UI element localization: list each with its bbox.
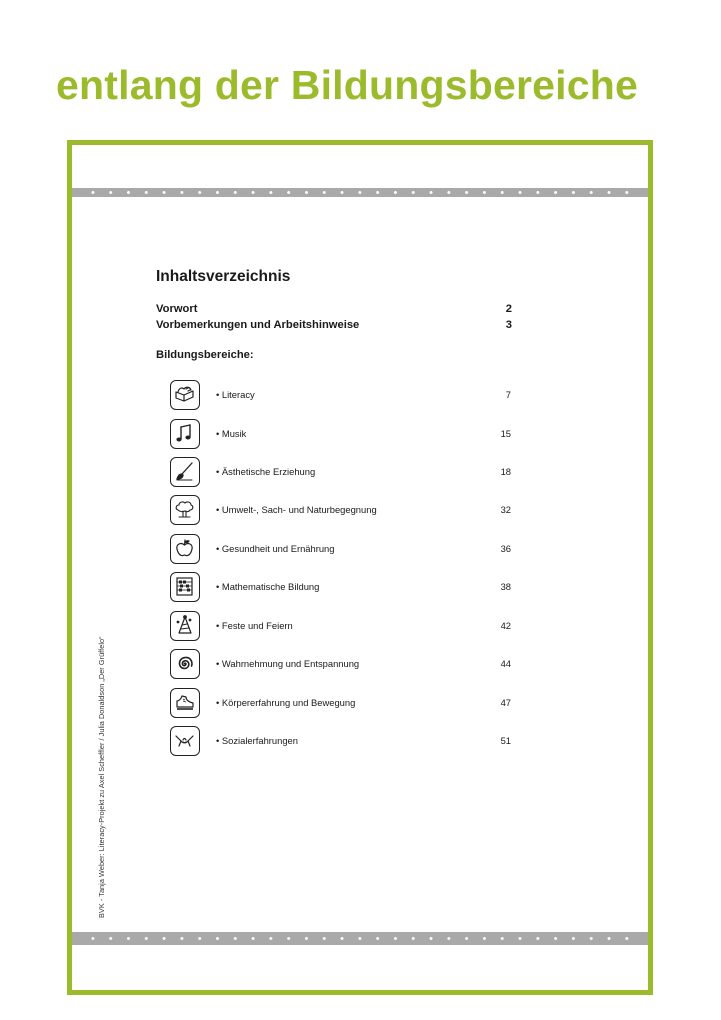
entry-label: • Mathematische Bildung bbox=[216, 581, 320, 592]
holding-hands-icon bbox=[170, 726, 200, 756]
section-title: Bildungsbereiche: bbox=[156, 349, 254, 361]
toc-main-label: Vorbemerkungen und Arbeitshinweise bbox=[156, 319, 360, 331]
entry-page: 44 bbox=[500, 658, 511, 669]
toc-entry[interactable] bbox=[170, 419, 511, 451]
toc-entry[interactable] bbox=[170, 611, 511, 643]
toc-entry[interactable] bbox=[170, 380, 511, 412]
sneaker-icon bbox=[170, 688, 200, 718]
music-note-icon bbox=[170, 419, 200, 449]
content-frame bbox=[67, 140, 653, 995]
toc-main-item[interactable] bbox=[156, 303, 512, 315]
copyright-sidebar-note: BVK - Tanja Weber: Literacy-Projekt zu Axel Scheffler / Julia Donaldson „Der Grüffelo“ bbox=[97, 636, 106, 918]
page-headline: entlang der Bildungsbereiche bbox=[56, 62, 638, 108]
entry-label: • Sozialerfahrungen bbox=[216, 735, 298, 746]
toc-entry[interactable] bbox=[170, 495, 511, 527]
entry-label: • Feste und Feiern bbox=[216, 620, 293, 631]
entry-label: • Literacy bbox=[216, 389, 255, 400]
bottom-dotted-band bbox=[72, 932, 648, 945]
entry-label: • Musik bbox=[216, 428, 247, 439]
abacus-icon bbox=[170, 572, 200, 602]
toc-entry[interactable] bbox=[170, 534, 511, 566]
toc-title: Inhaltsverzeichnis bbox=[156, 268, 291, 285]
apple-icon bbox=[170, 534, 200, 564]
entry-label: • Ästhetische Erziehung bbox=[216, 466, 316, 477]
entry-page: 38 bbox=[500, 581, 511, 592]
toc-entry[interactable] bbox=[170, 726, 511, 758]
toc-entry[interactable] bbox=[170, 572, 511, 604]
entry-label: • Wahrnehmung und Entspannung bbox=[216, 658, 360, 669]
paintbrush-icon bbox=[170, 457, 200, 487]
book-icon bbox=[170, 380, 200, 410]
entry-page: 7 bbox=[505, 389, 511, 400]
entry-page: 32 bbox=[500, 504, 511, 515]
entry-page: 42 bbox=[500, 620, 511, 631]
toc-entry[interactable] bbox=[170, 457, 511, 489]
spiral-icon bbox=[170, 649, 200, 679]
toc-entry[interactable] bbox=[170, 688, 511, 720]
toc-main-page: 3 bbox=[505, 319, 512, 331]
toc-main-label: Vorwort bbox=[156, 303, 198, 315]
entry-page: 47 bbox=[500, 697, 511, 708]
entry-label: • Körpererfahrung und Bewegung bbox=[216, 697, 356, 708]
entry-page: 51 bbox=[500, 735, 511, 746]
tree-icon bbox=[170, 495, 200, 525]
top-dotted-band bbox=[72, 188, 648, 197]
entry-label: • Umwelt-, Sach- und Naturbegegnung bbox=[216, 504, 377, 515]
party-hat-icon bbox=[170, 611, 200, 641]
entry-label: • Gesundheit und Ernährung bbox=[216, 543, 335, 554]
entry-page: 18 bbox=[500, 466, 511, 477]
entry-page: 36 bbox=[500, 543, 511, 554]
toc-main-page: 2 bbox=[505, 303, 512, 315]
toc-main-item[interactable] bbox=[156, 319, 512, 331]
entry-page: 15 bbox=[500, 428, 511, 439]
toc-entry[interactable] bbox=[170, 649, 511, 681]
